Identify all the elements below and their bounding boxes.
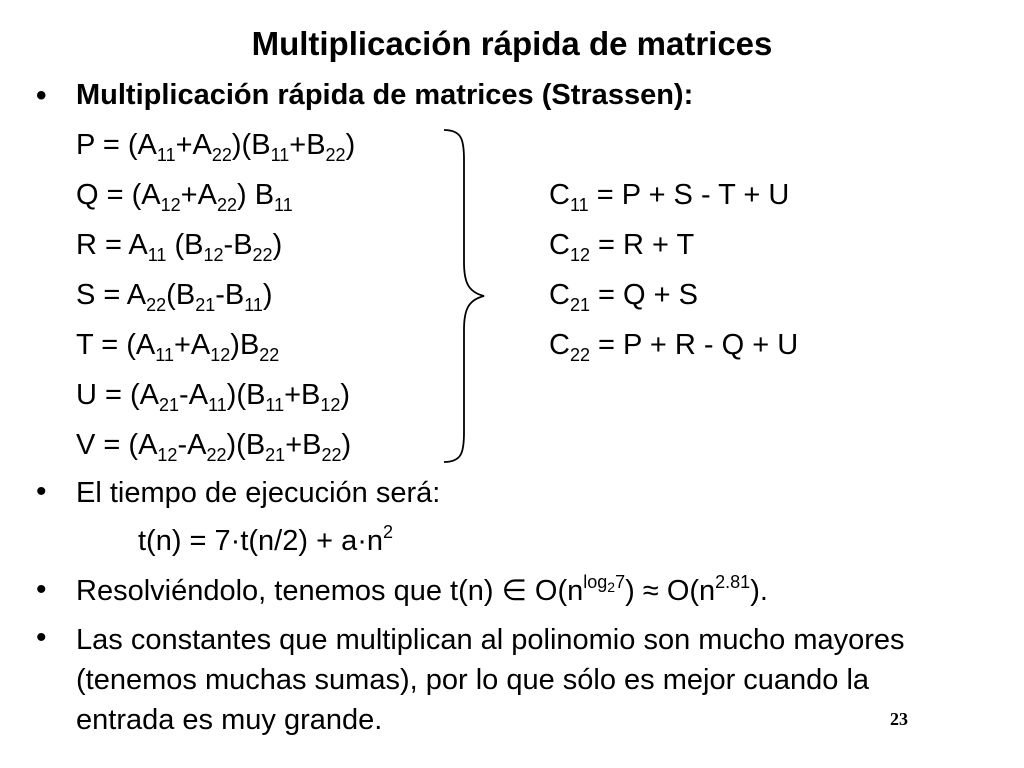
slide-title: Multiplicación rápida de matrices xyxy=(251,25,773,62)
bullet-execution-time: El tiempo de ejecución será: xyxy=(76,477,441,509)
equation-c12: $C_{12} = R + T$ xyxy=(549,229,695,265)
bullet-constants: Las constantes que multiplican al polinomio son mucho mayores (tenemos muchas sumas), por lo que sólo es mejor cuando la entrada es muy grande. xyxy=(76,624,905,736)
element-of-symbol: ∈ xyxy=(501,575,527,607)
bullet-marker: • xyxy=(36,79,47,112)
page-number: 23 xyxy=(890,709,908,729)
bullet-marker: • xyxy=(36,573,47,606)
equation-p: $P = (A_{11}+A_{22})(B_{11}+B_{22})$ xyxy=(76,129,356,165)
equation-s: $S = A_{22}(B_{21}-B_{11})$ xyxy=(76,279,273,315)
equation-v: $V = (A_{12}-A_{22})(B_{21}+B_{22})$ xyxy=(76,429,352,465)
bullet-resolution: Resolviéndolo, tenemos que t(n) ∈ $O(n^{log_27}) \approx O(n^{2.81})$. xyxy=(76,572,768,607)
equation-u: $U = (A_{21}-A_{11})(B_{11}+B_{12})$ xyxy=(76,379,351,415)
equation-q: $Q = (A_{12}+A_{22})$ $B_{11}$ xyxy=(76,179,293,215)
bullet-marker: • xyxy=(36,475,47,508)
approx-symbol: ≈ xyxy=(642,575,659,607)
equation-c11: $C_{11} = P + S - T + U$ xyxy=(549,179,790,215)
bullet-strassen-heading: Multiplicación rápida de matrices (Strassen): xyxy=(76,79,694,111)
equation-c21: $C_{21} = Q + S$ xyxy=(549,279,698,315)
bullet-marker: • xyxy=(36,621,47,654)
equation-c22: $C_{22} = P + R - Q + U$ xyxy=(549,329,799,365)
equation-t: $T = (A_{11}+A_{12})B_{22}$ xyxy=(76,329,280,365)
equation-r: $R = A_{11}$ $(B_{12}-B_{22})$ xyxy=(76,229,283,265)
right-curly-brace xyxy=(440,126,500,466)
recurrence-equation: $t(n) = 7\cdot t(n/2) + a\cdot n^2$ xyxy=(138,522,394,557)
